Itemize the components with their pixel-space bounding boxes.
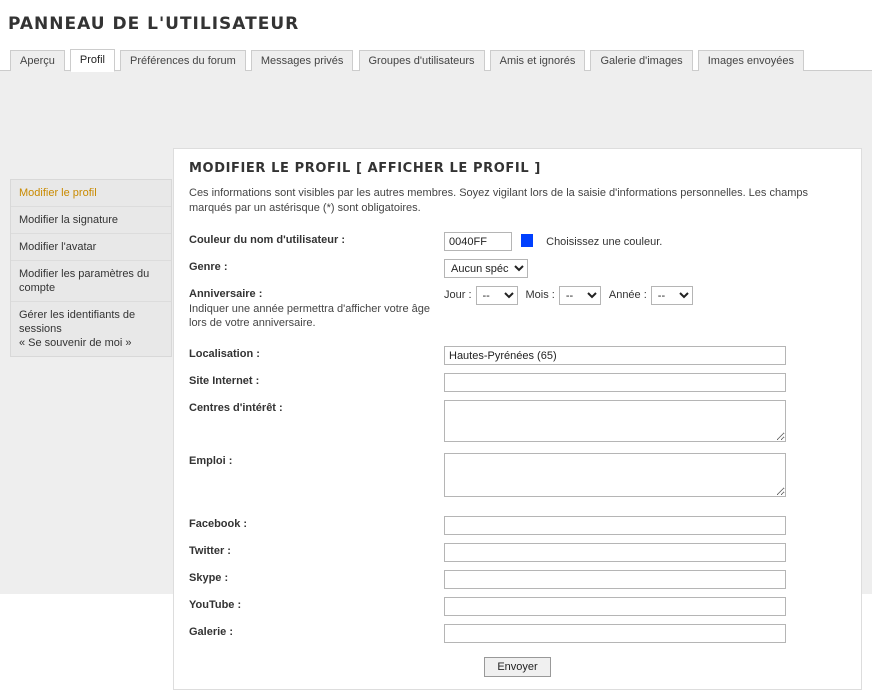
tab-profil[interactable]: Profil (70, 49, 115, 72)
row-occupation (174, 449, 861, 504)
label-username-color: Couleur du nom d'utilisateur : (189, 234, 346, 246)
row-birthday (174, 282, 861, 334)
row-gender (174, 255, 861, 282)
label-gallery: Galerie : (189, 626, 234, 638)
row-username-color (174, 228, 861, 255)
skype-input[interactable] (444, 570, 786, 589)
website-input[interactable] (444, 373, 786, 392)
sidebar-item-modifier-avatar[interactable]: Modifier l'avatar (11, 234, 171, 261)
label-facebook: Facebook : (189, 518, 248, 530)
field-gender (444, 259, 861, 278)
sidebar-item-sublabel: « Se souvenir de moi » (19, 337, 132, 349)
occupation-textarea[interactable] (444, 453, 786, 497)
submit-row (174, 647, 861, 689)
content-area (0, 71, 872, 673)
field-occupation (444, 453, 861, 500)
birthday-hint: Indiquer une année permettra d'afficher votre âge lors de votre anniversaire. (189, 303, 431, 329)
row-website (174, 369, 861, 396)
row-location (174, 342, 861, 369)
field-interests (444, 400, 861, 445)
field-birthday (444, 286, 861, 305)
tab-preferences-forum[interactable]: Préférences du forum (120, 50, 246, 72)
label-birthday-text: Anniversaire : (189, 288, 263, 300)
label-twitter: Twitter : (189, 545, 231, 557)
tab-groupes-utilisateurs[interactable]: Groupes d'utilisateurs (359, 50, 485, 72)
sidebar-item-parametres-compte[interactable]: Modifier les paramètres du compte (11, 261, 171, 302)
color-note: Choisissez une couleur. (546, 235, 663, 248)
page-title: PANNEAU DE L'UTILISATEUR (8, 14, 300, 34)
label-gender: Genre : (189, 261, 228, 273)
label-birthday (174, 286, 444, 330)
row-skype (174, 566, 861, 593)
tab-galerie-images[interactable]: Galerie d'images (590, 50, 692, 72)
sidebar-item-modifier-profil[interactable]: Modifier le profil (11, 180, 171, 207)
field-username-color (444, 232, 861, 251)
label-year: Année : (608, 289, 647, 301)
row-gallery (174, 620, 861, 647)
row-youtube (174, 593, 861, 620)
birthday-selectors (444, 286, 841, 305)
label-month: Mois : (525, 289, 555, 301)
birthday-year-select[interactable] (651, 286, 693, 305)
field-facebook (444, 516, 861, 535)
field-website (444, 373, 861, 392)
birthday-day-select[interactable] (476, 286, 518, 305)
facebook-input[interactable] (444, 516, 786, 535)
label-youtube: YouTube : (189, 599, 242, 611)
submit-button[interactable]: Envoyer (484, 657, 550, 677)
gender-select[interactable] (444, 259, 528, 278)
row-interests (174, 396, 861, 449)
label-occupation: Emploi : (189, 455, 233, 467)
label-location: Localisation : (189, 348, 260, 360)
tab-images-envoyees[interactable]: Images envoyées (698, 50, 804, 72)
field-location (444, 346, 861, 365)
color-swatch-icon (521, 234, 533, 247)
username-color-input[interactable] (444, 232, 512, 251)
sidebar-item-identifiants-sessions[interactable] (11, 302, 171, 356)
label-interests: Centres d'intérêt : (189, 402, 283, 414)
panel-header: MODIFIER LE PROFIL [ AFFICHER LE PROFIL ] (189, 161, 541, 176)
field-gallery (444, 624, 861, 643)
interests-textarea[interactable] (444, 400, 786, 442)
sidebar-menu (10, 179, 172, 357)
sidebar-item-label: Gérer les identifiants de sessions (19, 309, 136, 335)
row-twitter (174, 539, 861, 566)
label-day: Jour : (444, 289, 472, 301)
row-facebook (174, 512, 861, 539)
label-skype: Skype : (189, 572, 229, 584)
location-input[interactable] (444, 346, 786, 365)
twitter-input[interactable] (444, 543, 786, 562)
tab-messages-prives[interactable]: Messages privés (251, 50, 354, 72)
tab-apercu[interactable]: Aperçu (10, 50, 65, 72)
birthday-month-select[interactable] (559, 286, 601, 305)
tab-amis-ignores[interactable]: Amis et ignorés (490, 50, 586, 72)
gallery-input[interactable] (444, 624, 786, 643)
field-twitter (444, 543, 861, 562)
field-skype (444, 570, 861, 589)
sidebar-item-modifier-signature[interactable]: Modifier la signature (11, 207, 171, 234)
intro-text: Ces informations sont visibles par les autres membres. Soyez vigilant lors de la saisie d'informations personnelles. Les champs marqués par un astérisque (*) sont obligatoires. (189, 187, 808, 214)
profile-form-panel (173, 148, 862, 690)
main-tab-bar (0, 48, 872, 71)
label-website: Site Internet : (189, 375, 260, 387)
